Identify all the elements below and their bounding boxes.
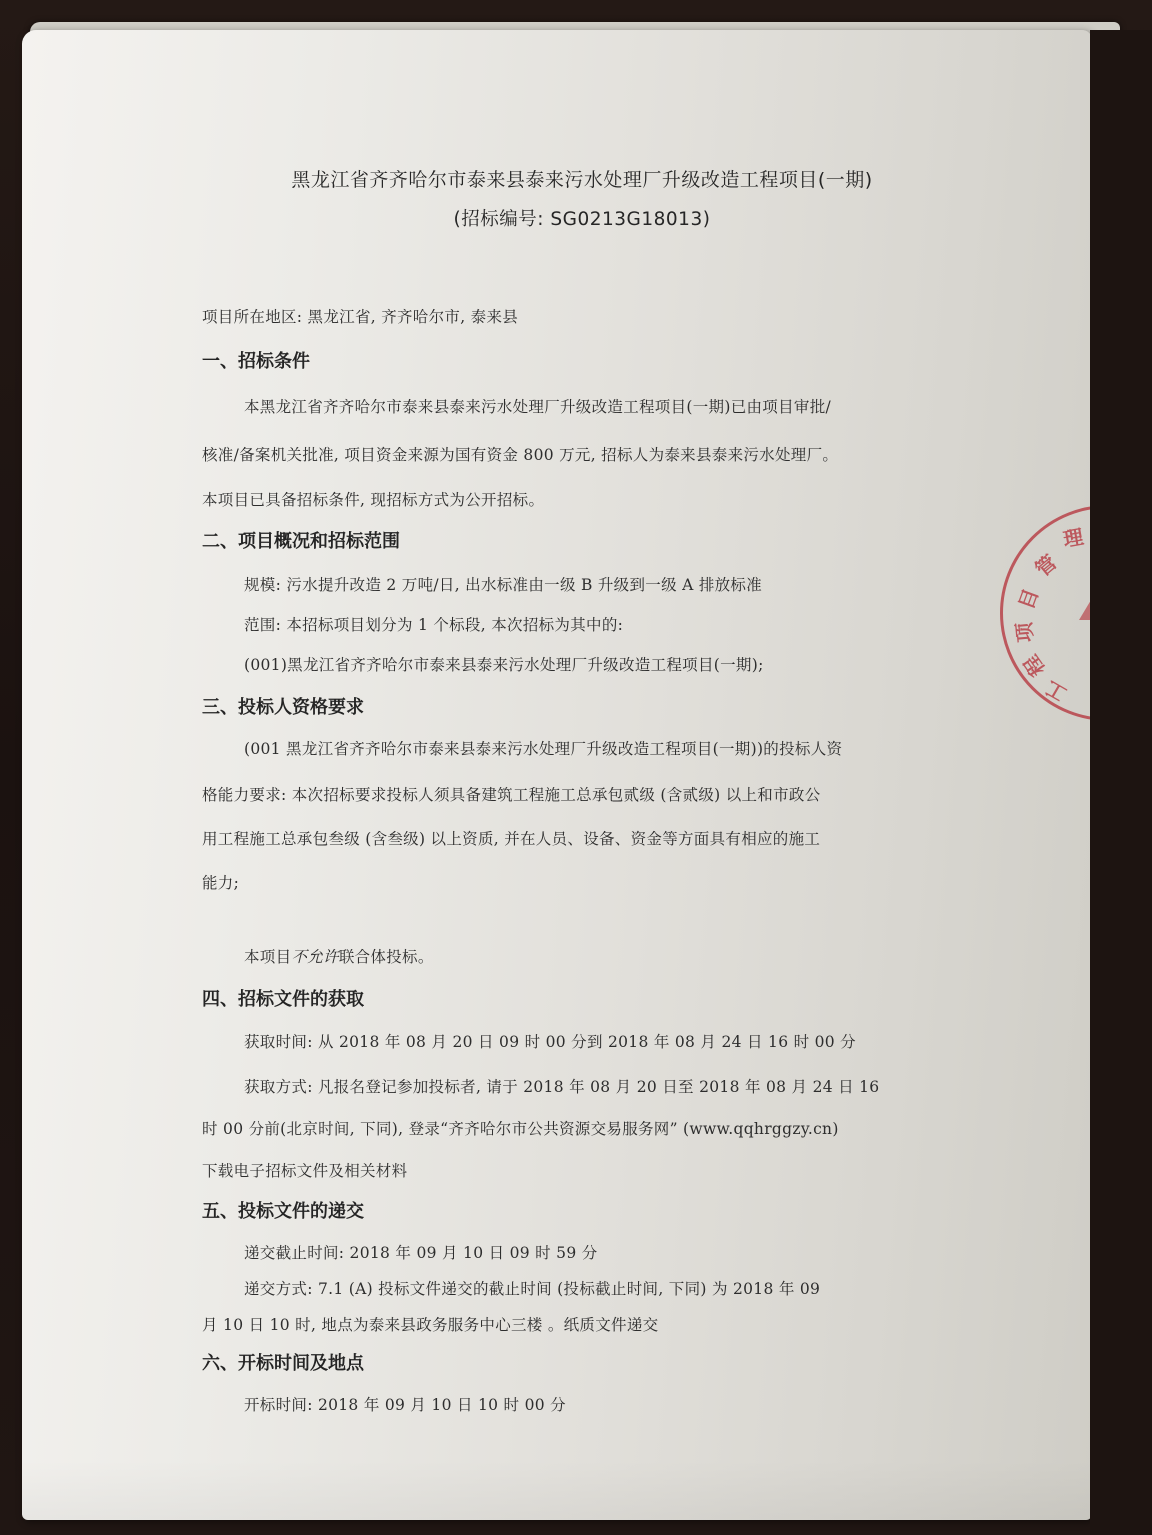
section-4-line-4: 下载电子招标文件及相关材料 (202, 1162, 408, 1180)
desk-background-right (1090, 30, 1152, 1535)
section-4-line-1: 获取时间: 从 2018 年 08 月 20 日 09 时 00 分到 2018 年 08 月 24 日 16 时 00 分 (244, 1033, 856, 1051)
section-3-line-3: 用工程施工总承包叁级 (含叁级) 以上资质, 并在人员、设备、资金等方面具有相应的施工 (202, 830, 821, 848)
seal-char: 管 (1030, 550, 1062, 582)
tender-number: (招标编号: SG0213G18013) (453, 209, 711, 230)
consortium-note (244, 945, 434, 967)
section-1-line-2: 核准/备案机关批准, 项目资金来源为国有资金 800 万元, 招标人为泰来县泰来污水处理厂。 (202, 446, 839, 464)
section-heading-6: 六、开标时间及地点 (202, 1353, 364, 1374)
seal-char: 程 (1018, 650, 1050, 681)
section-2-line-3: (001)黑龙江省齐齐哈尔市泰来县泰来污水处理厂升级改造工程项目(一期); (244, 656, 764, 674)
seal-char: 项 (1011, 621, 1038, 644)
consortium-emphasis: 不允许 (291, 948, 339, 966)
document-page (22, 30, 1092, 1520)
section-heading-5: 五、投标文件的递交 (202, 1201, 364, 1222)
project-region: 项目所在地区: 黑龙江省, 齐齐哈尔市, 泰来县 (202, 308, 519, 326)
seal-char: 理 (1061, 524, 1086, 552)
seal-char: 目 (1013, 585, 1044, 613)
section-6-line-1: 开标时间: 2018 年 09 月 10 日 10 时 00 分 (244, 1396, 566, 1414)
section-3-line-2: 格能力要求: 本次招标要求投标人须具备建筑工程施工总承包贰级 (含贰级) 以上和市政公 (202, 786, 821, 804)
section-5-line-1: 递交截止时间: 2018 年 09 月 10 日 09 时 59 分 (244, 1244, 598, 1262)
section-3-line-1: (001 黑龙江省齐齐哈尔市泰来县泰来污水处理厂升级改造工程项目(一期))的投标人资 (244, 740, 843, 758)
section-heading-2: 二、项目概况和招标范围 (202, 531, 400, 552)
section-3-line-4: 能力; (202, 874, 240, 892)
section-1-line-3: 本项目已具备招标条件, 现招标方式为公开招标。 (202, 491, 545, 509)
section-heading-1: 一、招标条件 (202, 351, 310, 372)
section-5-line-3: 月 10 日 10 时, 地点为泰来县政务服务中心三楼 。纸质文件递交 (202, 1316, 659, 1334)
section-1-line-1: 本黑龙江省齐齐哈尔市泰来县泰来污水处理厂升级改造工程项目(一期)已由项目审批/ (244, 398, 832, 416)
section-5-line-2: 递交方式: 7.1 (A) 投标文件递交的截止时间 (投标截止时间, 下同) 为 2018 年 09 (244, 1280, 821, 1298)
document-title: 黑龙江省齐齐哈尔市泰来县泰来污水处理厂升级改造工程项目(一期) (291, 169, 873, 191)
section-2-line-1: 规模: 污水提升改造 2 万吨/日, 出水标准由一级 B 升级到一级 A 排放标准 (244, 576, 763, 594)
consortium-prefix: 本项目 (244, 948, 292, 966)
section-4-line-3: 时 00 分前(北京时间, 下同), 登录“齐齐哈尔市公共资源交易服务网” (www.qqhrggzy.cn) (202, 1120, 839, 1138)
section-heading-3: 三、投标人资格要求 (202, 697, 364, 718)
seal-char: 工 (1041, 675, 1071, 707)
consortium-suffix: 联合体投标。 (338, 948, 434, 966)
section-heading-4: 四、招标文件的获取 (202, 989, 364, 1010)
section-2-line-2: 范围: 本招标项目划分为 1 个标段, 本次招标为其中的: (244, 616, 624, 634)
section-4-line-2: 获取方式: 凡报名登记参加投标者, 请于 2018 年 08 月 20 日至 2018 年 08 月 24 日 16 (244, 1078, 880, 1096)
